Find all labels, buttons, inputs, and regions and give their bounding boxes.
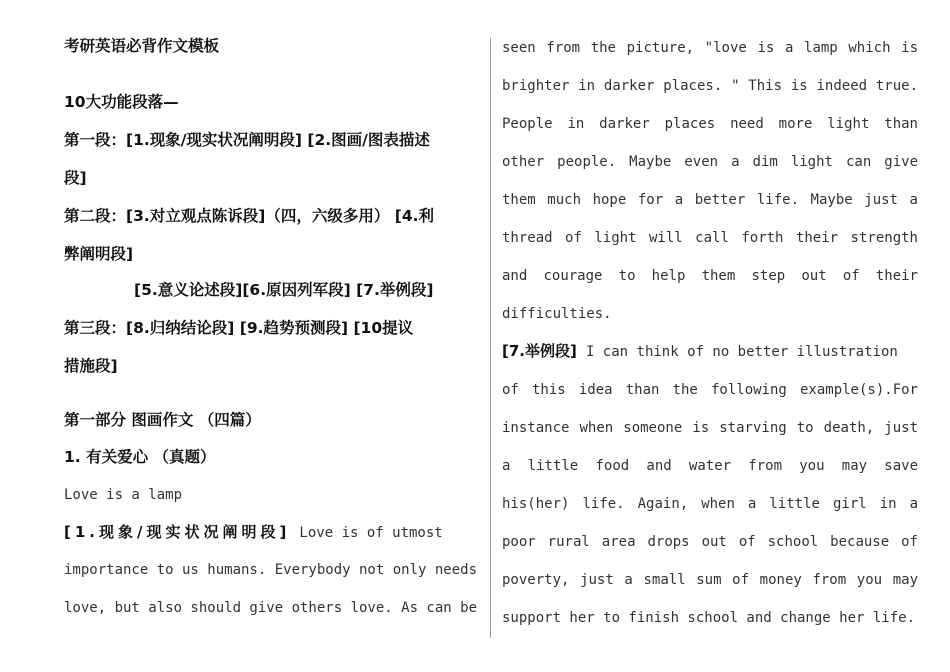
- essay-line: [502, 340, 918, 362]
- essay-line: poor rural area drops out of school because of: [502, 534, 918, 550]
- essay-line: of this idea than the following example(s).For: [502, 382, 918, 398]
- paragraph-two-line: [5.意义论述段][6.原因列军段] [7.举例段]: [134, 281, 434, 299]
- essay-line: difficulties.: [502, 306, 612, 322]
- essay-line: support her to finish school and change her life.: [502, 610, 916, 626]
- essay-line: and courage to help them step out of their: [502, 268, 918, 284]
- paragraph-tag: [1.现象/现实状况阐明段]: [64, 523, 291, 541]
- section-heading-ten: 10大功能段落—: [64, 93, 179, 111]
- paragraph-two-line: 第二段：[3.对立观点陈诉段]（四，六级多用） [4.利: [64, 207, 434, 225]
- essay-line: love, but also should give others love. As can be: [64, 600, 478, 616]
- paragraph-two-line: 弊阐明段]: [64, 245, 134, 263]
- essay-line: poverty, just a small sum of money from you may: [502, 572, 918, 588]
- column-divider: [490, 38, 491, 638]
- essay-line: a little food and water from you may save: [502, 458, 918, 474]
- essay-line: other people. Maybe even a dim light can give: [502, 154, 918, 170]
- essay-title: Love is a lamp: [64, 487, 183, 503]
- essay-line: [64, 521, 480, 543]
- part-one-heading: 第一部分 图画作文 （四篇）: [64, 411, 261, 429]
- paragraph-one-line: 段]: [64, 169, 87, 187]
- essay-line: seen from the picture, "love is a lamp which is: [502, 40, 918, 56]
- document-title: 考研英语必背作文模板: [64, 37, 220, 55]
- essay-line: brighter in darker places. " This is indeed true.: [502, 78, 918, 94]
- essay-line: them much hope for a better life. Maybe just a: [502, 192, 918, 208]
- essay-line: People in darker places need more light than: [502, 116, 918, 132]
- essay-text: I can think of no better illustration: [585, 344, 898, 360]
- essay-line: his(her) life. Again, when a little girl in a: [502, 496, 918, 512]
- paragraph-three-line: 第三段：[8.归纳结论段] [9.趋势预测段] [10提议: [64, 319, 414, 337]
- paragraph-tag: [7.举例段]: [502, 342, 577, 360]
- paragraph-one-line: 第一段：[1.现象/现实状况阐明段] [2.图画/图表描述: [64, 131, 430, 149]
- essay-text: Love is of utmost: [299, 525, 443, 541]
- essay-line: thread of light will call forth their strength: [502, 230, 918, 246]
- essay-line: instance when someone is starving to death, just: [502, 420, 918, 436]
- essay-line: importance to us humans. Everybody not only needs: [64, 562, 478, 578]
- paragraph-three-line: 措施段]: [64, 357, 118, 375]
- item-one-heading: 1. 有关爱心 （真题）: [64, 448, 216, 466]
